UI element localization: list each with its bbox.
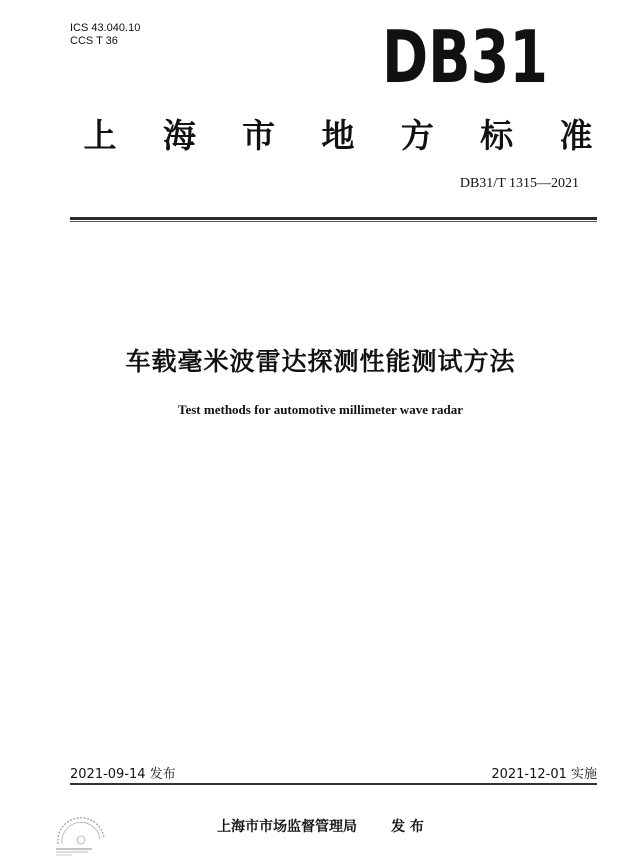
standard-type-char: 地	[321, 115, 355, 155]
standard-type-char: 上	[83, 115, 117, 155]
document-title-english: Test methods for automotive millimeter wave radar	[178, 402, 463, 417]
header-divider	[70, 217, 597, 220]
ccs-code: CCS T 36	[70, 35, 118, 47]
classification-codes	[70, 22, 140, 48]
ics-code: ICS 43.040.10	[70, 22, 141, 34]
standard-type-title	[78, 110, 598, 156]
standard-type-char: 准	[559, 115, 593, 155]
issue-date: 2021-09-14 发布	[70, 767, 176, 782]
seal-stamp-icon	[52, 814, 110, 860]
standard-type-char: 市	[242, 115, 276, 155]
db31-logo-text: DB31	[382, 15, 548, 99]
standard-type-char: 方	[400, 115, 434, 155]
standard-type-char: 海	[162, 115, 196, 155]
header-divider-thin	[70, 221, 597, 222]
issuer-name: 上海市市场监督管理局	[217, 819, 358, 835]
standard-type-char: 标	[480, 115, 514, 155]
standard-number: DB31/T 1315—2021	[459, 176, 579, 191]
document-title-chinese: 车载毫米波雷达探测性能测试方法	[125, 347, 516, 376]
footer-divider	[70, 783, 597, 785]
issuer-action: 发 布	[391, 819, 424, 835]
db31-logo	[380, 15, 550, 99]
implementation-date: 2021-12-01 实施	[491, 767, 597, 782]
